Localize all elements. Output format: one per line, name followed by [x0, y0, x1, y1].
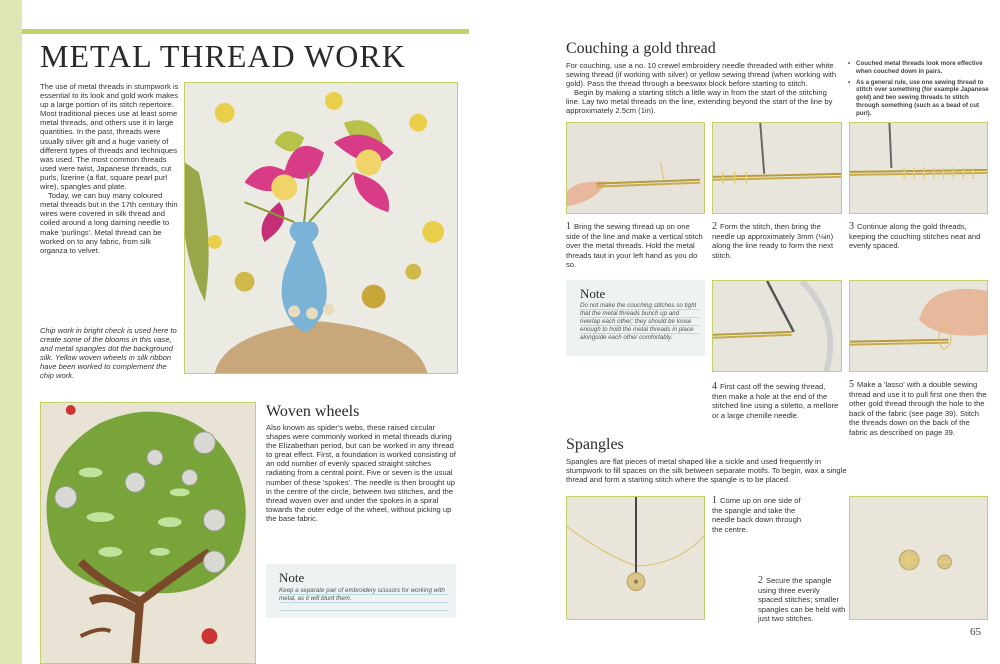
intro-text — [40, 82, 180, 255]
step-text: Form the stitch, then bring the needle up approximately 3mm (⅛in) along the line ready to form the next stitch. — [712, 222, 834, 260]
step-number: 3 — [849, 221, 854, 232]
spangles-text: Spangles are flat pieces of metal shaped like a sickle and used frequently in stumpwork to fill spaces on the silk between separate motifs. To begin, wax a single thread and form a starting stitch where the spangle is to be placed. — [566, 457, 847, 485]
couching-paragraph-2: Begin by making a starting stitch a little way in from the start of the stitching line. Lay two metal threads on the line, extending beyond the start of the line by approximately 2.5cm (1in). — [566, 88, 833, 116]
step-text: Bring the sewing thread up on one side of the line and make a vertical stitch over the metal threads. Hold the metal threads taut in your left hand as you do so. — [566, 222, 703, 269]
vase-embroidery-photo — [184, 82, 458, 374]
page-title: METAL THREAD WORK — [40, 38, 406, 74]
step-4-caption — [712, 382, 842, 420]
step-number: 2 — [758, 575, 763, 586]
step-5-caption — [849, 380, 989, 437]
step-text: Continue along the gold threads, keeping the couching stitches neat and evenly spaced. — [849, 222, 981, 250]
spangle-step-2-photo — [849, 496, 988, 620]
step-number: 4 — [712, 381, 717, 392]
couching-heading: Couching a gold thread — [566, 40, 716, 57]
step-number: 2 — [712, 221, 717, 232]
couching-paragraph-1: For couching, use a no. 10 crewel embroidery needle threaded with either white sewing thread (if working with silver) or yellow sewing thread (when working with gold). Pass the thread through a beeswax block before starting to stitch. — [566, 61, 837, 89]
intro-paragraph-1: The use of metal threads in stumpwork is essential to its look and gold work makes up a large portion of its stitch repertoire. Most traditional pieces use at least some metal threads, and others use it in large quantities. In the past, threads were usually silver gilt and a huge variety of different types of threads and techniques was used. The most common threads used were twist, Japanese threads, cut purls, lizerine (a flat, square pearl purl wire), spangles and plate. — [40, 82, 179, 192]
spangles-heading: Spangles — [566, 436, 624, 453]
woven-wheels-heading: Woven wheels — [266, 403, 360, 420]
step-text: Come up on one side of the spangle and take the needle back down through the centre. — [712, 496, 802, 534]
tip-item: • Couched metal threads look more effective when couched down in pairs. — [848, 60, 990, 76]
page-number: 65 — [970, 626, 981, 638]
left-note-box — [266, 564, 456, 618]
tips-list — [848, 60, 990, 121]
step-2-photo — [712, 122, 842, 214]
top-accent-bar — [22, 29, 469, 34]
step-3-caption — [849, 222, 989, 251]
step-text: Secure the spangle using three evenly spaced stitches; smaller spangles can be held with just two stitches. — [758, 576, 846, 623]
step-text: First cast off the sewing thread, then make a hole at the end of the stitched line using a stiletto, a mellore or a large chenille needle. — [712, 382, 839, 420]
step-4-photo — [712, 280, 842, 372]
spangle-step-1-photo — [566, 496, 705, 620]
step-number: 5 — [849, 379, 854, 390]
step-3-photo — [849, 122, 988, 214]
spangle-step-2-caption — [758, 576, 846, 624]
step-1-caption — [566, 222, 705, 270]
note-text: Keep a separate pair of embroidery scissors for working with metal, as it will blunt them. — [279, 587, 445, 602]
spangle-step-1-caption — [712, 496, 804, 534]
couching-text — [566, 61, 838, 116]
step-number: 1 — [712, 495, 717, 506]
step-1-photo — [566, 122, 705, 214]
step-number: 1 — [566, 221, 571, 232]
right-note-box — [566, 280, 705, 356]
intro-paragraph-2: Today, we can buy many coloured metal threads but in the 17th century thin wires were covered in silk thread and coiled around a long darning needle to make 'purlings'. Metal thread can be worked on to any fabric, from silk organza to velvet. — [40, 191, 178, 255]
note-title: Note — [580, 286, 606, 301]
step-5-photo — [849, 280, 988, 372]
step-2-caption — [712, 222, 842, 260]
tip-item: • As a general rule, use one sewing thread to stitch over something (for example Japanese gold) and two sewing threads to stitch through something (such as a bead of cut purl). — [848, 79, 990, 118]
page-edge-band — [0, 0, 22, 664]
vase-photo-caption: Chip work in bright check is used here to create some of the blooms in this vase, and metal spangles dot the background silk. Yellow woven wheels in silk ribbon have been worked to complement the chip work. — [40, 326, 177, 381]
note-title: Note — [279, 570, 305, 585]
note-text: Do not make the couching stitches so tight that the metal threads bunch up and overlap each other; they should be loose enough to hold the metal threads in place alongside each other comfortably. — [580, 302, 697, 341]
woven-wheels-text: Also known as spider's webs, these raised circular shapes were commonly worked in metal threads during the Elizabethan period, but can be worked in any thread to great effect. First, a foundation is worked consisting of an odd number of evenly spaced straight stitches radiating from a central point. Five or seven is the usual number of these 'spokes'. The needle is then brought up in the centre of the circle, between two stitches, and the thread woven over and under the spokes in a spiral towards the outer edge of the wheel, without picking up the base fabric. — [266, 423, 456, 523]
step-text: Make a 'lasso' with a double sewing thread and use it to pull first one then the other gold thread through the hole to the back of the fabric (see page 39). Stitch the threads down on the back of the fabric as described on page 39. — [849, 380, 987, 437]
tree-embroidery-photo — [40, 402, 256, 664]
